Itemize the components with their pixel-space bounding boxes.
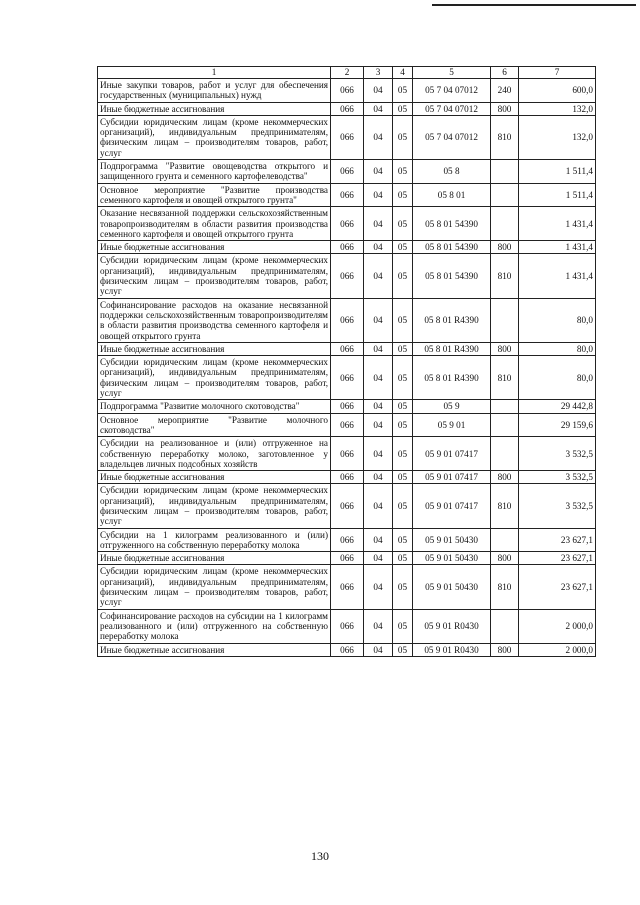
row-name-cell: Субсидии на 1 килограмм реализованного и (или) отгруженного на собственную переработку молока <box>98 528 331 552</box>
row-name-cell: Основное мероприятие "Развитие производства семенного картофеля и овощей открытого грунта" <box>98 183 331 207</box>
row-c5-cell: 05 9 01 50430 <box>413 552 491 565</box>
row-c5-cell: 05 8 <box>413 160 491 184</box>
table-row <box>98 298 596 342</box>
row-c3-cell: 04 <box>364 298 393 342</box>
row-c6-cell <box>491 609 519 643</box>
row-c3-cell: 04 <box>364 437 393 471</box>
table-body <box>98 67 596 657</box>
row-c7-cell: 23 627,1 <box>519 565 596 609</box>
row-name-cell: Подпрограмма "Развитие молочного скотоводства" <box>98 400 331 413</box>
row-name-cell: Субсидии на реализованное и (или) отгруженное на собственную переработку молоко, заготовленное у владельцев личных подсобных хозяйств <box>98 437 331 471</box>
row-c6-cell <box>491 528 519 552</box>
row-c7-cell: 1 431,4 <box>519 207 596 241</box>
row-c3-cell: 04 <box>364 565 393 609</box>
table-row <box>98 565 596 609</box>
row-c6-cell: 800 <box>491 643 519 656</box>
row-c7-cell: 3 532,5 <box>519 471 596 484</box>
header-cell: 5 <box>413 67 491 79</box>
row-name-cell: Субсидии юридическим лицам (кроме некоммерческих организаций), индивидуальным предпринимателям, физическим лицам – производителям товаров, работ, услуг <box>98 115 331 159</box>
row-c7-cell: 2 000,0 <box>519 643 596 656</box>
row-c3-cell: 04 <box>364 528 393 552</box>
row-c4-cell: 05 <box>393 342 413 355</box>
row-c2-cell: 066 <box>331 484 364 528</box>
row-c5-cell: 05 8 01 <box>413 183 491 207</box>
row-c6-cell <box>491 413 519 437</box>
row-c6-cell: 810 <box>491 356 519 400</box>
row-c7-cell: 23 627,1 <box>519 552 596 565</box>
row-c5-cell: 05 7 04 07012 <box>413 79 491 103</box>
row-c2-cell: 066 <box>331 298 364 342</box>
table-row <box>98 484 596 528</box>
table-row <box>98 528 596 552</box>
row-c7-cell: 132,0 <box>519 115 596 159</box>
row-c5-cell: 05 9 01 50430 <box>413 565 491 609</box>
table-row <box>98 609 596 643</box>
row-c7-cell: 1 511,4 <box>519 160 596 184</box>
row-c2-cell: 066 <box>331 241 364 254</box>
header-cell: 1 <box>98 67 331 79</box>
row-c5-cell: 05 8 01 R4390 <box>413 356 491 400</box>
row-c7-cell: 1 431,4 <box>519 241 596 254</box>
row-c5-cell: 05 7 04 07012 <box>413 115 491 159</box>
table-row <box>98 400 596 413</box>
row-c5-cell: 05 9 01 07417 <box>413 471 491 484</box>
row-c3-cell: 04 <box>364 400 393 413</box>
row-c3-cell: 04 <box>364 102 393 115</box>
row-c2-cell: 066 <box>331 565 364 609</box>
row-c7-cell: 2 000,0 <box>519 609 596 643</box>
row-c4-cell: 05 <box>393 565 413 609</box>
row-c3-cell: 04 <box>364 254 393 298</box>
row-c4-cell: 05 <box>393 552 413 565</box>
row-c6-cell: 810 <box>491 565 519 609</box>
row-c2-cell: 066 <box>331 413 364 437</box>
budget-table <box>97 66 596 657</box>
row-c6-cell <box>491 160 519 184</box>
row-c6-cell: 800 <box>491 552 519 565</box>
row-c2-cell: 066 <box>331 528 364 552</box>
row-c4-cell: 05 <box>393 254 413 298</box>
row-c5-cell: 05 8 01 54390 <box>413 254 491 298</box>
row-c6-cell <box>491 298 519 342</box>
row-c4-cell: 05 <box>393 400 413 413</box>
row-name-cell: Иные бюджетные ассигнования <box>98 471 331 484</box>
table-row <box>98 413 596 437</box>
row-c7-cell: 600,0 <box>519 79 596 103</box>
header-cell: 4 <box>393 67 413 79</box>
row-c7-cell: 23 627,1 <box>519 528 596 552</box>
row-c2-cell: 066 <box>331 160 364 184</box>
row-c5-cell: 05 9 01 07417 <box>413 437 491 471</box>
row-c2-cell: 066 <box>331 552 364 565</box>
table-row <box>98 552 596 565</box>
row-c2-cell: 066 <box>331 609 364 643</box>
row-c2-cell: 066 <box>331 400 364 413</box>
row-c2-cell: 066 <box>331 356 364 400</box>
row-c6-cell <box>491 183 519 207</box>
row-c3-cell: 04 <box>364 79 393 103</box>
row-c5-cell: 05 8 01 54390 <box>413 241 491 254</box>
row-c6-cell: 800 <box>491 471 519 484</box>
row-name-cell: Иные бюджетные ассигнования <box>98 102 331 115</box>
row-name-cell: Оказание несвязанной поддержки сельскохозяйственным товаропроизводителям в области развития производства семенного картофеля и овощей открытого грунта <box>98 207 331 241</box>
row-c2-cell: 066 <box>331 437 364 471</box>
table-row <box>98 471 596 484</box>
row-c3-cell: 04 <box>364 342 393 355</box>
row-c5-cell: 05 8 01 R4390 <box>413 298 491 342</box>
row-c3-cell: 04 <box>364 356 393 400</box>
row-c2-cell: 066 <box>331 342 364 355</box>
row-name-cell: Субсидии юридическим лицам (кроме некоммерческих организаций), индивидуальным предпринимателям, физическим лицам – производителям товаров, работ, услуг <box>98 254 331 298</box>
row-c3-cell: 04 <box>364 552 393 565</box>
row-c4-cell: 05 <box>393 115 413 159</box>
row-c2-cell: 066 <box>331 643 364 656</box>
row-c7-cell: 1 431,4 <box>519 254 596 298</box>
row-c3-cell: 04 <box>364 207 393 241</box>
table-row <box>98 115 596 159</box>
header-cell: 2 <box>331 67 364 79</box>
page-number: 130 <box>311 849 329 863</box>
table-row <box>98 643 596 656</box>
table-row <box>98 241 596 254</box>
row-name-cell: Иные бюджетные ассигнования <box>98 552 331 565</box>
row-c5-cell: 05 7 04 07012 <box>413 102 491 115</box>
row-c3-cell: 04 <box>364 241 393 254</box>
row-c4-cell: 05 <box>393 102 413 115</box>
table-row <box>98 183 596 207</box>
row-c3-cell: 04 <box>364 471 393 484</box>
row-c3-cell: 04 <box>364 413 393 437</box>
row-c5-cell: 05 9 01 07417 <box>413 484 491 528</box>
row-c6-cell <box>491 437 519 471</box>
row-name-cell: Иные бюджетные ассигнования <box>98 342 331 355</box>
row-c6-cell: 800 <box>491 241 519 254</box>
row-c7-cell: 80,0 <box>519 356 596 400</box>
row-c2-cell: 066 <box>331 207 364 241</box>
table-row <box>98 254 596 298</box>
row-c3-cell: 04 <box>364 609 393 643</box>
row-c4-cell: 05 <box>393 183 413 207</box>
row-c4-cell: 05 <box>393 79 413 103</box>
row-c5-cell: 05 8 01 54390 <box>413 207 491 241</box>
row-c6-cell: 810 <box>491 484 519 528</box>
row-c2-cell: 066 <box>331 183 364 207</box>
row-c4-cell: 05 <box>393 471 413 484</box>
row-c6-cell <box>491 400 519 413</box>
row-c6-cell <box>491 207 519 241</box>
row-c4-cell: 05 <box>393 528 413 552</box>
row-c6-cell: 240 <box>491 79 519 103</box>
row-c5-cell: 05 8 01 R4390 <box>413 342 491 355</box>
row-c6-cell: 810 <box>491 254 519 298</box>
row-c5-cell: 05 9 01 R0430 <box>413 643 491 656</box>
table-row <box>98 102 596 115</box>
row-name-cell: Субсидии юридическим лицам (кроме некоммерческих организаций), индивидуальным предпринимателям, физическим лицам – производителям товаров, работ, услуг <box>98 484 331 528</box>
row-c4-cell: 05 <box>393 207 413 241</box>
row-c6-cell: 800 <box>491 102 519 115</box>
row-c3-cell: 04 <box>364 643 393 656</box>
row-c3-cell: 04 <box>364 183 393 207</box>
header-cell: 7 <box>519 67 596 79</box>
row-c7-cell: 80,0 <box>519 298 596 342</box>
row-c6-cell: 810 <box>491 115 519 159</box>
row-c4-cell: 05 <box>393 413 413 437</box>
row-c7-cell: 3 532,5 <box>519 437 596 471</box>
row-c5-cell: 05 9 01 <box>413 413 491 437</box>
row-c2-cell: 066 <box>331 79 364 103</box>
header-cell: 3 <box>364 67 393 79</box>
row-c2-cell: 066 <box>331 471 364 484</box>
row-name-cell: Основное мероприятие "Развитие молочного скотоводства" <box>98 413 331 437</box>
row-name-cell: Софинансирование расходов на оказание несвязанной поддержки сельскохозяйственным товаропроизводителям в области развития производства семенного картофеля и овощей открытого грунта <box>98 298 331 342</box>
row-c5-cell: 05 9 <box>413 400 491 413</box>
row-c7-cell: 3 532,5 <box>519 484 596 528</box>
row-c7-cell: 29 159,6 <box>519 413 596 437</box>
row-name-cell: Иные бюджетные ассигнования <box>98 241 331 254</box>
header-cell: 6 <box>491 67 519 79</box>
table-header-row <box>98 67 596 79</box>
row-c7-cell: 29 442,8 <box>519 400 596 413</box>
table-row <box>98 79 596 103</box>
row-c4-cell: 05 <box>393 643 413 656</box>
row-c4-cell: 05 <box>393 484 413 528</box>
row-name-cell: Иные закупки товаров, работ и услуг для обеспечения государственных (муниципальных) нужд <box>98 79 331 103</box>
row-c4-cell: 05 <box>393 609 413 643</box>
row-c2-cell: 066 <box>331 115 364 159</box>
row-c6-cell: 800 <box>491 342 519 355</box>
row-name-cell: Субсидии юридическим лицам (кроме некоммерческих организаций), индивидуальным предпринимателям, физическим лицам – производителям товаров, работ, услуг <box>98 356 331 400</box>
row-c2-cell: 066 <box>331 102 364 115</box>
row-c7-cell: 132,0 <box>519 102 596 115</box>
row-c4-cell: 05 <box>393 298 413 342</box>
row-c7-cell: 1 511,4 <box>519 183 596 207</box>
table-row <box>98 160 596 184</box>
row-name-cell: Подпрограмма "Развитие овощеводства открытого и защищенного грунта и семенного картофелеводства" <box>98 160 331 184</box>
row-c2-cell: 066 <box>331 254 364 298</box>
row-name-cell: Иные бюджетные ассигнования <box>98 643 331 656</box>
row-c3-cell: 04 <box>364 484 393 528</box>
table-row <box>98 207 596 241</box>
row-c7-cell: 80,0 <box>519 342 596 355</box>
row-c3-cell: 04 <box>364 115 393 159</box>
table-row <box>98 356 596 400</box>
table-row <box>98 437 596 471</box>
table-row <box>98 342 596 355</box>
row-name-cell: Субсидии юридическим лицам (кроме некоммерческих организаций), индивидуальным предпринимателям, физическим лицам – производителям товаров, работ, услуг <box>98 565 331 609</box>
row-c4-cell: 05 <box>393 160 413 184</box>
row-c5-cell: 05 9 01 50430 <box>413 528 491 552</box>
row-c3-cell: 04 <box>364 160 393 184</box>
row-c4-cell: 05 <box>393 437 413 471</box>
row-name-cell: Софинансирование расходов на субсидии на 1 килограмм реализованного и (или) отгруженного на собственную переработку молока <box>98 609 331 643</box>
top-rule <box>432 4 636 6</box>
row-c4-cell: 05 <box>393 241 413 254</box>
row-c5-cell: 05 9 01 R0430 <box>413 609 491 643</box>
row-c4-cell: 05 <box>393 356 413 400</box>
